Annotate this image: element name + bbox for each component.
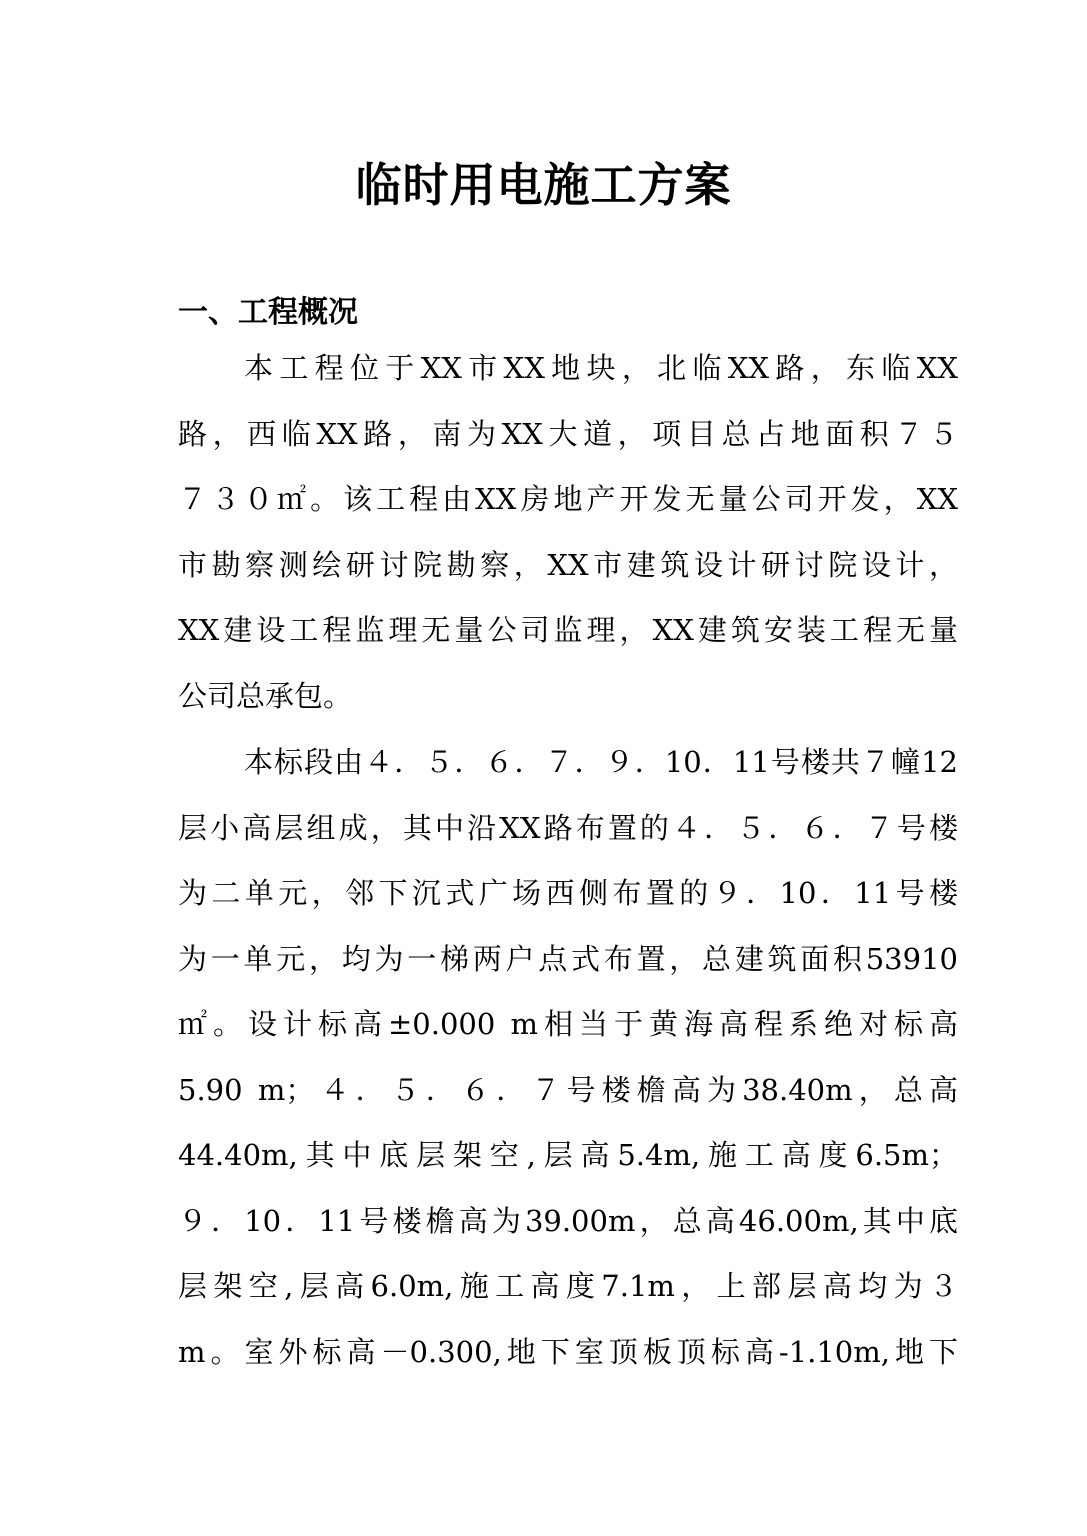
paragraph-line: ７３０㎡。该工程由XX房地产开发无量公司开发，XX (178, 482, 958, 516)
paragraph-line: 层小高层组成，其中沿XX路布置的４．５．６．７号楼 (178, 810, 958, 845)
document-title: 临时用电施工方案 (355, 158, 732, 212)
paragraph-building-details (178, 730, 958, 1385)
paragraph-line: ９．10．11号楼檐高为39.00m，总高46.00m,其中底 (178, 1203, 958, 1238)
section-heading: 一、工程概况 (178, 295, 358, 330)
paragraph-line: 公司总承包。 (178, 678, 353, 713)
paragraph-line: 为二单元，邻下沉式广场西侧布置的９．10．11号楼 (178, 876, 958, 910)
paragraph-line: ㎡。设计标高±0.000 m相当于黄海高程系绝对标高 (178, 1007, 958, 1041)
paragraph-line: 市勘察测绘研讨院勘察，XX市建筑设计研讨院设计， (178, 547, 958, 582)
paragraph-line: 路，西临XX路，南为XX大道，项目总占地面积７５ (178, 416, 958, 451)
paragraph-line: 本标段由４．５．６．７．９．10．11号楼共７幢12 (244, 745, 958, 779)
paragraph-line: XX建设工程监理无量公司监理，XX建筑安装工程无量 (178, 613, 958, 647)
paragraph-line: 44.40m,其中底层架空,层高5.4m,施工高度6.5m； (178, 1138, 958, 1172)
paragraph-line: 层架空,层高6.0m,施工高度7.1m，上部层高均为３ (178, 1269, 958, 1303)
paragraph-line: m。室外标高－0.300,地下室顶板顶标高-1.10m,地下 (178, 1334, 958, 1369)
paragraph-line: 本工程位于XX市XX地块，北临XX路，东临XX (244, 351, 958, 385)
paragraph-project-location (178, 336, 958, 729)
paragraph-line: 为一单元，均为一梯两户点式布置，总建筑面积53910 (178, 941, 958, 976)
paragraph-line: 5.90 m；４．５．６．７号楼檐高为38.40m，总高 (178, 1072, 958, 1107)
